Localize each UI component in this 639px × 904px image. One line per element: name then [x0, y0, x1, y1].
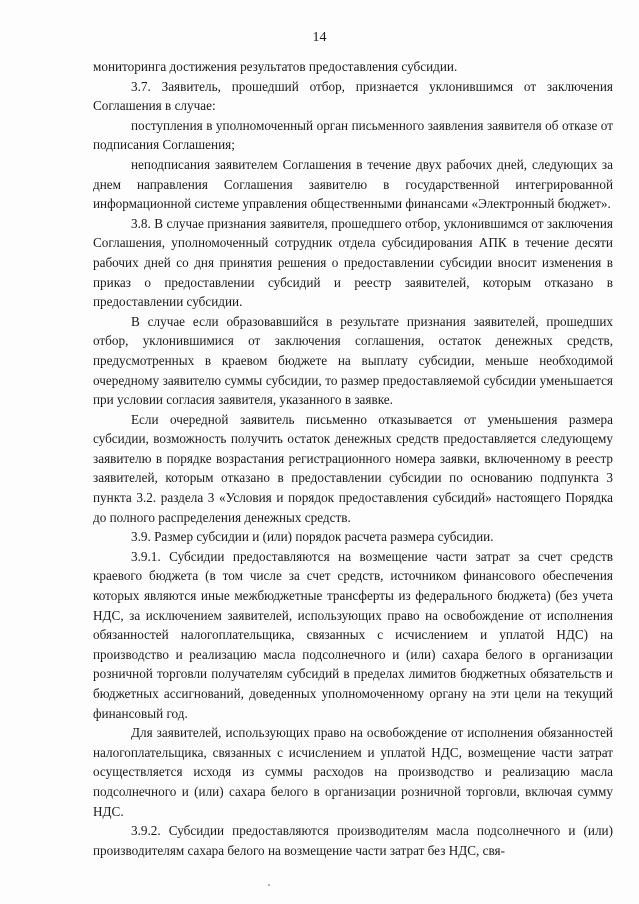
paragraph-3-7-case-2: неподписания заявителем Соглашения в течение двух рабочих дней, следующих за днем направления Соглашения заявителю в государственной интегрированной информационной системе управления общественными финансами «Электронный бюджет».	[93, 156, 613, 212]
paragraph-3-7: 3.7. Заявитель, прошедший отбор, признается уклонившимся от заключения Соглашения в случае:	[93, 78, 613, 114]
document-body	[93, 57, 613, 861]
paragraph-3-7-case-1: поступления в уполномоченный орган письменного заявления заявителя об отказе от подписания Соглашения;	[93, 117, 613, 153]
paragraph-3-9-2: 3.9.2. Субсидии предоставляются производителям масла подсолнечного и (или) производителям сахара белого на возмещение части затрат без НДС, свя-	[93, 823, 613, 858]
paragraph-3-9-1: 3.9.1. Субсидии предоставляются на возмещение части затрат за счет средств краевого бюджета (в том числе за счет средств, источником финансового обеспечения которых являются иные межбюджетные трансферты из федерального бюджета) (без учета НДС, за исключением заявителей, использующих право на освобождение от исполнения обязанностей налогоплательщика, связанных с исчислением и уплатой НДС) на производство и реализацию масла подсолнечного и (или) сахара белого в организации розничной торговли получателям субсидий в пределах лимитов бюджетных обязательств и бюджетных ассигнований, доведенных уполномоченному органу на эти цели на текущий финансовый год.	[93, 548, 613, 721]
paragraph-3-8-remainder: В случае если образовавшийся в результате признания заявителей, прошедших отбор, уклонившимися от заключения соглашения, остаток денежных средств, предусмотренных в краевом бюджете на выплату субсидии, меньше необходимой очередному заявителю суммы субсидии, то размер предоставляемой субсидии уменьшается при условии согласия заявителя, указанного в заявке.	[93, 313, 613, 408]
paragraph-3-9-1-vat: Для заявителей, использующих право на освобождение от исполнения обязанностей налогоплательщика, связанных с исчислением и уплатой НДС, возмещение части затрат осуществляется исходя из суммы расходов на производство и реализацию масла подсолнечного и (или) сахара белого в организации розничной торговли, включая сумму НДС.	[93, 725, 613, 819]
paragraph-continuation: мониторинга достижения результатов предоставления субсидии.	[93, 59, 458, 74]
scan-speck	[268, 884, 270, 886]
paragraph-3-9: 3.9. Размер субсидии и (или) порядок расчета размера субсидии.	[131, 529, 494, 545]
paragraph-3-8-refusal: Если очередной заявитель письменно отказывается от уменьшения размера субсидии, возможность получить остаток денежных средств предоставляется следующему заявителю в порядке возрастания регистрационного номера заявки, включенному в реестр заявителей, которым отказано в предоставлении субсидии по основанию подпункта 3 пункта 3.2. раздела 3 «Условия и порядок предоставления субсидий» настоящего Порядка до полного распределения денежных средств.	[93, 411, 613, 525]
paragraph-3-8: 3.8. В случае признания заявителя, прошедшего отбор, уклонившимся от заключения Соглашения, уполномоченный сотрудник отдела субсидирования АПК в течение десяти рабочих дней со дня принятия решения о предоставлении субсидии вносит изменения в приказ о предоставлении субсидий и реестр заявителей, которым отказано в предоставлении субсидии.	[93, 215, 613, 310]
page-number: 14	[312, 30, 327, 45]
